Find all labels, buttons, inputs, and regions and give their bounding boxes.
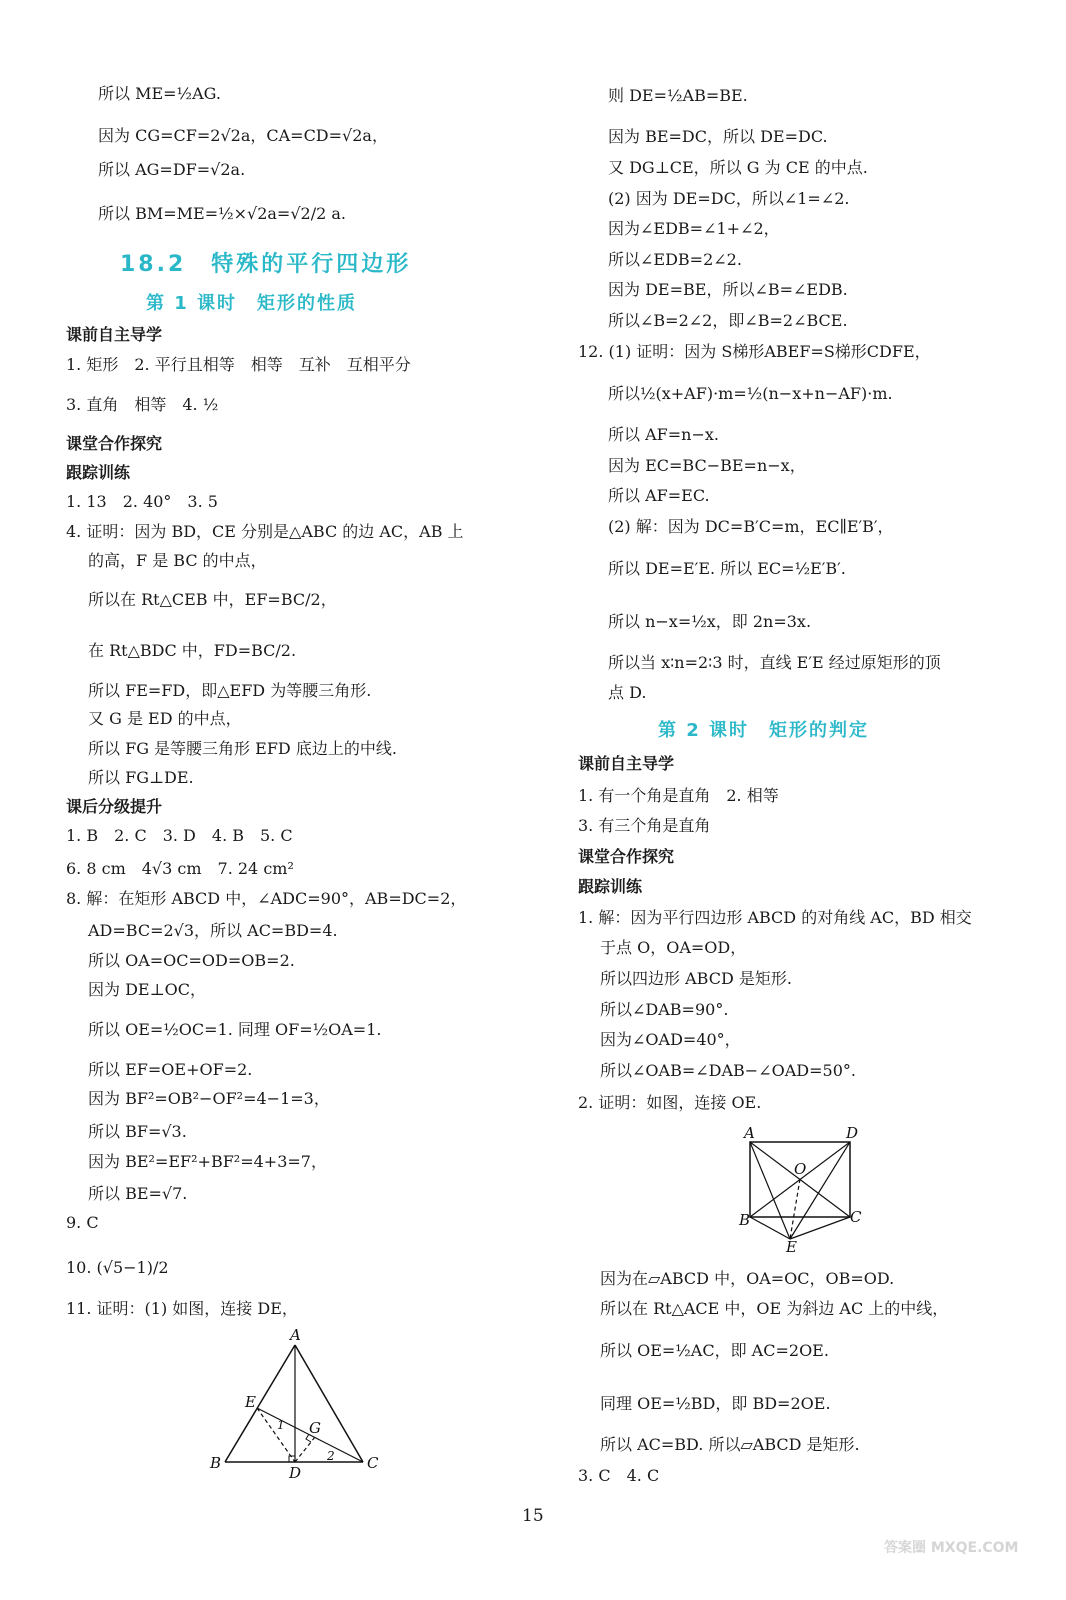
fig2-label-c: C xyxy=(850,1208,862,1226)
lesson2-line: 所以四边形 ABCD 是矩形. xyxy=(600,969,792,988)
right-col-line: 所以∠EDB=2∠2. xyxy=(608,250,742,269)
lesson2-line: 1. 有一个角是直角 2. 相等 xyxy=(578,786,779,805)
lesson1-line: 4. 证明：因为 BD，CE 分别是△ABC 的边 AC，AB 上 xyxy=(66,522,464,541)
lesson2-line: 3. C 4. C xyxy=(578,1466,660,1485)
right-col-line: 12. (1) 证明：因为 S梯形ABEF=S梯形CDFE， xyxy=(578,342,931,361)
lesson1-line: 所以 BF=√3. xyxy=(88,1122,187,1141)
fig1-label-b: B xyxy=(210,1454,222,1472)
lesson1-line: 的高，F 是 BC 的中点， xyxy=(88,551,267,570)
fig2-label-o: O xyxy=(794,1160,807,1178)
right-col-line: 点 D. xyxy=(608,683,647,702)
right-col-line: 因为 DE=BE，所以∠B=∠EDB. xyxy=(608,280,848,299)
section-title: 18.2 特殊的平行四边形 xyxy=(120,252,412,277)
lesson2-line: 所以 AC=BD. 所以▱ABCD 是矩形. xyxy=(600,1435,860,1454)
lesson2-line: 所以∠OAB=∠DAB−∠OAD=50°. xyxy=(600,1061,856,1080)
lesson1-line: 10. (√5−1)/2 xyxy=(66,1258,169,1277)
lesson1-line: 所以 FE=FD，即△EFD 为等腰三角形. xyxy=(88,681,372,700)
right-col-line: 所以∠B=2∠2，即∠B=2∠BCE. xyxy=(608,311,848,330)
lesson1-line: 所以 BE=√7. xyxy=(88,1184,188,1203)
lesson2-line: 2. 证明：如图，连接 OE. xyxy=(578,1093,762,1112)
lesson2-line: 跟踪训练 xyxy=(578,877,643,896)
triangle-figure xyxy=(205,1325,385,1480)
lesson1-line: 所以 OA=OC=OD=OB=2. xyxy=(88,951,295,970)
fig1-label-2: 2 xyxy=(327,1449,335,1463)
lesson1-line: 8. 解：在矩形 ABCD 中，∠ADC=90°，AB=DC=2， xyxy=(66,889,467,908)
right-col-line: 所以 DE=E′E. 所以 EC=½E′B′. xyxy=(608,559,846,578)
lesson1-line: 又 G 是 ED 的中点， xyxy=(88,709,242,728)
fig1-label-c: C xyxy=(367,1454,379,1472)
right-col-line: (2) 解：因为 DC=B′C=m，EC∥E′B′， xyxy=(608,517,894,536)
right-col-line: 所以 AF=n−x. xyxy=(608,425,719,444)
lesson1-line: 1. B 2. C 3. D 4. B 5. C xyxy=(66,826,293,845)
fig2-label-b: B xyxy=(739,1211,751,1229)
lesson1-line: 课前自主导学 xyxy=(66,325,163,344)
lesson1-line: 所以 OE=½OC=1. 同理 OF=½OA=1. xyxy=(88,1020,382,1039)
right-col-line: 所以当 x∶n=2∶3 时，直线 E′E 经过原矩形的顶 xyxy=(608,653,941,672)
lesson2-line: 课堂合作探究 xyxy=(578,847,675,866)
fig1-label-1: 1 xyxy=(277,1418,285,1432)
lesson2-line: 因为∠OAD=40°， xyxy=(600,1030,741,1049)
fig1-label-e: E xyxy=(245,1393,256,1411)
lesson1-line: 因为 DE⊥OC， xyxy=(88,980,207,999)
fig1-label-g: G xyxy=(309,1419,321,1437)
lesson1-line: 在 Rt△BDC 中，FD=BC/2. xyxy=(88,641,297,660)
page-number: 15 xyxy=(522,1506,544,1526)
lesson1-title: 第 1 课时 矩形的性质 xyxy=(146,293,358,314)
lesson2-line: 于点 O，OA=OD， xyxy=(600,938,747,957)
left-col-line: 因为 CG=CF=2√2a，CA=CD=√2a， xyxy=(98,126,388,145)
lesson2-line: 课前自主导学 xyxy=(578,754,675,773)
watermark-logo xyxy=(882,1512,1032,1582)
lesson1-line: 所以在 Rt△CEB 中，EF=BC/2， xyxy=(88,590,337,609)
lesson2-line: 所以在 Rt△ACE 中，OE 为斜边 AC 上的中线， xyxy=(600,1299,949,1318)
lesson1-line: 9. C xyxy=(66,1213,99,1232)
right-col-line: 所以 n−x=½x，即 2n=3x. xyxy=(608,612,812,631)
left-col-line: 所以 BM=ME=½×√2a=√2/2 a. xyxy=(98,204,346,223)
right-col-line: 则 DE=½AB=BE. xyxy=(608,86,748,105)
lesson2-line: 因为在▱ABCD 中，OA=OC，OB=OD. xyxy=(600,1269,895,1288)
right-col-line: 所以½(x+AF)·m=½(n−x+n−AF)·m. xyxy=(608,384,893,403)
lesson1-line: 3. 直角 相等 4. ½ xyxy=(66,395,219,414)
lesson1-line: 所以 EF=OE+OF=2. xyxy=(88,1060,253,1079)
lesson1-line: 因为 BF²=OB²−OF²=4−1=3， xyxy=(88,1089,330,1108)
rectangle-figure xyxy=(736,1122,876,1257)
right-col-line: 所以 AF=EC. xyxy=(608,486,710,505)
fig1-label-a: A xyxy=(290,1326,301,1344)
right-col-line: 因为∠EDB=∠1+∠2， xyxy=(608,219,780,238)
lesson2-line: 所以 OE=½AC，即 AC=2OE. xyxy=(600,1341,829,1360)
lesson2-line: 3. 有三个角是直角 xyxy=(578,816,711,835)
lesson2-line: 1. 解：因为平行四边形 ABCD 的对角线 AC，BD 相交 xyxy=(578,908,972,927)
lesson2-line: 同理 OE=½BD，即 BD=2OE. xyxy=(600,1394,831,1413)
left-col-line: 所以 AG=DF=√2a. xyxy=(98,160,246,179)
lesson1-line: 1. 矩形 2. 平行且相等 相等 互补 互相平分 xyxy=(66,355,411,374)
right-col-line: 又 DG⊥CE，所以 G 为 CE 的中点. xyxy=(608,158,868,177)
fig2-label-a: A xyxy=(744,1124,755,1142)
lesson1-line: 课堂合作探究 xyxy=(66,434,163,453)
lesson1-line: 1. 13 2. 40° 3. 5 xyxy=(66,492,218,511)
lesson1-line: 课后分级提升 xyxy=(66,797,163,816)
watermark-text: 答案圈 MXQE.COM xyxy=(884,1540,1019,1556)
right-col-line: 因为 EC=BC−BE=n−x， xyxy=(608,456,806,475)
right-col-line: 因为 BE=DC，所以 DE=DC. xyxy=(608,127,828,146)
right-col-line: (2) 因为 DE=DC，所以∠1=∠2. xyxy=(608,189,850,208)
lesson1-line: 6. 8 cm 4√3 cm 7. 24 cm² xyxy=(66,859,294,878)
lesson1-line: AD=BC=2√3，所以 AC=BD=4. xyxy=(88,921,338,940)
fig2-label-d: D xyxy=(846,1124,859,1142)
left-col-line: 所以 ME=½AG. xyxy=(98,84,221,103)
lesson1-line: 所以 FG⊥DE. xyxy=(88,768,194,787)
lesson1-line: 11. 证明：(1) 如图，连接 DE， xyxy=(66,1299,298,1318)
lesson2-title: 第 2 课时 矩形的判定 xyxy=(658,720,870,741)
lesson1-line: 所以 FG 是等腰三角形 EFD 底边上的中线. xyxy=(88,739,397,758)
lesson2-line: 所以∠DAB=90°. xyxy=(600,1000,729,1019)
fig1-label-d: D xyxy=(289,1464,302,1480)
lesson1-line: 因为 BE²=EF²+BF²=4+3=7， xyxy=(88,1152,327,1171)
lesson1-line: 跟踪训练 xyxy=(66,463,131,482)
fig2-label-e: E xyxy=(786,1238,797,1256)
